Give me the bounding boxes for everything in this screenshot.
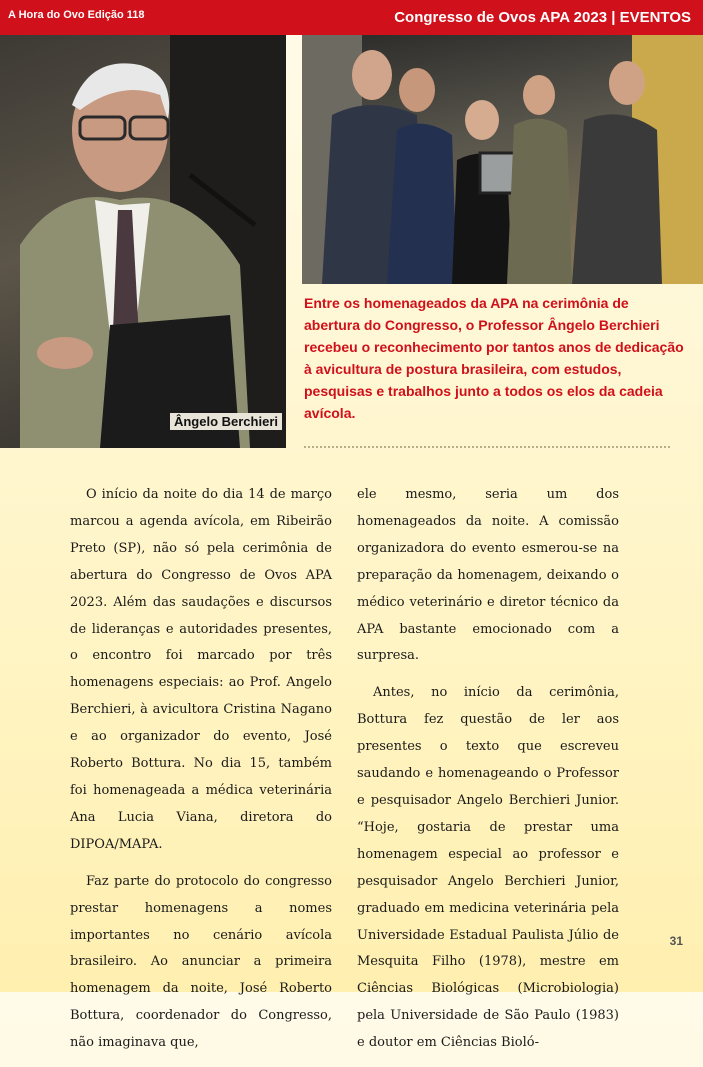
speaker-photo xyxy=(0,35,286,448)
paragraph: Antes, no início da cerimônia, Bottura fez questão de ler aos presentes o texto que escreveu saudando e homenageando o Professor e pesquisador Angelo Berchieri Junior. “Hoje, gostaria de prestar uma homenagem especial ao professor e pesquisador Angelo Berchieri Junior, graduado em medicina veterinária pela Universidade Estadual Paulista Júlio de Mesquita Filho (1978), mestre em Ciências Biológicas (Microbiologia) pela Universidade de São Paulo (1983) e doutor em Ciências Bioló- xyxy=(357,685,619,1051)
body-column-1 xyxy=(70,482,332,1067)
publication-title: A Hora do Ovo Edição 118 xyxy=(8,9,145,21)
section-title: Congresso de Ovos APA 2023 | EVENTOS xyxy=(394,9,691,26)
photo-angelo-berchieri xyxy=(0,35,286,448)
ceremony-photo xyxy=(302,35,703,284)
page-number: 31 xyxy=(669,934,683,948)
photo-award-ceremony xyxy=(302,35,703,284)
paragraph: ele mesmo, seria um dos homenageados da noite. A comissão organizadora do evento esmerou-se na preparação da homenagem, deixando o médico veterinário e diretor técnico da APA bastante emocionado com a surpresa. xyxy=(357,487,619,664)
caption-divider xyxy=(304,446,670,448)
photo-name-tag: Ângelo Berchieri xyxy=(170,413,282,430)
body-column-2 xyxy=(357,482,619,1067)
page-header xyxy=(0,0,703,35)
paragraph: O início da noite do dia 14 de março marcou a agenda avícola, em Ribeirão Preto (SP), não só pela cerimônia de abertura do Congresso de Ovos APA 2023. Além das saudações e discursos de lideranças e autoridades presentes, o encontro foi marcado por três homenagens especiais: ao Prof. Angelo Berchieri, à avicultora Cristina Nagano e ao organizador do evento, José Roberto Bottura. No dia 15, também foi homenageada a médica veterinária Ana Lucia Viana, diretora do DIPOA/MAPA. xyxy=(70,487,332,852)
photo-caption: Entre os homenageados da APA na cerimônia de abertura do Congresso, o Professor Ângelo Berchieri recebeu o reconhecimento por tantos anos de dedicação à avicultura de postura brasileira, com estudos, pesquisas e trabalhos junto a todos os elos da cadeia avícola. xyxy=(304,295,684,421)
paragraph: Faz parte do protocolo do congresso prestar homenagens a nomes importantes no cenário avícola brasileiro. Ao anunciar a primeira homenagem da noite, José Roberto Bottura, coordenador do Congresso, não imaginava que, xyxy=(70,873,332,1051)
